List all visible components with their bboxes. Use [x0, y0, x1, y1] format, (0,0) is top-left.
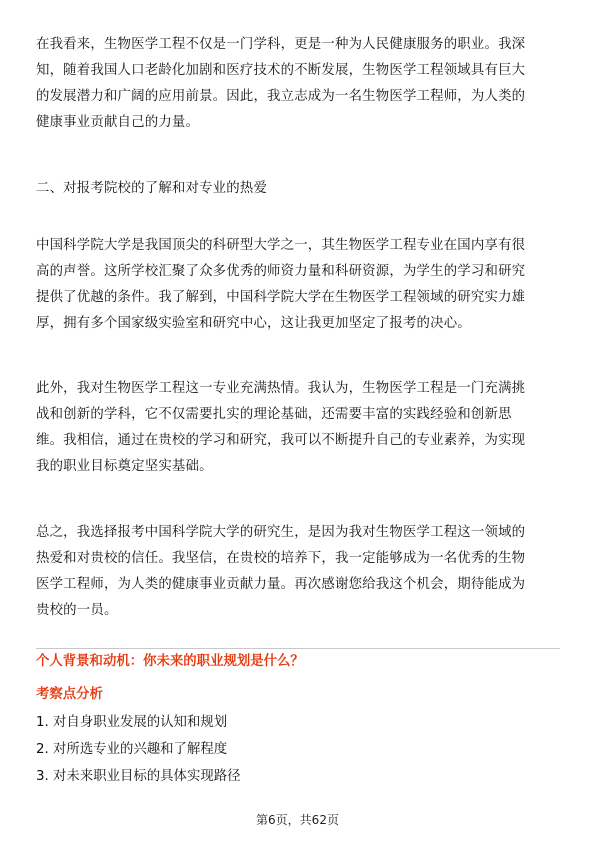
paragraph-line: 中国科学院大学是我国顶尖的科研型大学之一，其生物医学工程专业在国内享有很 [36, 238, 526, 253]
paragraph-line: 厚，拥有多个国家级实验室和研究中心，这让我更加坚定了报考的决心。 [36, 316, 471, 331]
paragraph-line: 健康事业贡献自己的力量。 [36, 115, 200, 130]
section-divider [36, 648, 560, 649]
paragraph-school-intro [36, 233, 560, 337]
paragraph-line: 此外，我对生物医学工程这一专业充满热情。我认为，生物医学工程是一门充满挑 [36, 381, 526, 396]
paragraph-line: 总之，我选择报考中国科学院大学的研究生，是因为我对生物医学工程这一领域的 [36, 525, 526, 540]
analysis-point: 2. 对所选专业的兴趣和了解程度 [36, 742, 228, 757]
paragraph-line: 医学工程师，为人类的健康事业贡献力量。再次感谢您给我这个机会，期待能成为 [36, 577, 526, 592]
page-number: 第6页，共62页 [256, 813, 339, 827]
paragraph-line: 维。我相信，通过在贵校的学习和研究，我可以不断提升自己的专业素养，为实现 [36, 433, 526, 448]
paragraph-line: 知，随着我国人口老龄化加剧和医疗技术的不断发展，生物医学工程领域具有巨大 [36, 63, 526, 78]
interview-question: 个人背景和动机：你未来的职业规划是什么？ [36, 654, 304, 669]
analysis-title: 考察点分析 [36, 687, 103, 702]
paragraph-major-passion [36, 376, 560, 480]
paragraph-line: 提供了优越的条件。我了解到，中国科学院大学在生物医学工程领域的研究实力雄 [36, 290, 526, 305]
paragraph-line: 在我看来，生物医学工程不仅是一门学科，更是一种为人民健康服务的职业。我深 [36, 37, 526, 52]
paragraph-line: 我的职业目标奠定坚实基础。 [36, 459, 213, 474]
analysis-points-list [36, 709, 241, 790]
paragraph-line: 的发展潜力和广阔的应用前景。因此，我立志成为一名生物医学工程师，为人类的 [36, 89, 526, 104]
paragraph-line: 热爱和对贵校的信任。我坚信，在贵校的培养下，我一定能够成为一名优秀的生物 [36, 551, 526, 566]
analysis-point: 1. 对自身职业发展的认知和规划 [36, 715, 228, 730]
paragraph-career-view [36, 32, 560, 136]
paragraph-line: 高的声誉。这所学校汇聚了众多优秀的师资力量和科研资源，为学生的学习和研究 [36, 264, 526, 279]
section-heading: 二、对报考院校的了解和对专业的热爱 [36, 181, 268, 196]
analysis-point: 3. 对未来职业目标的具体实现路径 [36, 769, 241, 784]
paragraph-line: 战和创新的学科，它不仅需要扎实的理论基础，还需要丰富的实践经验和创新思 [36, 407, 512, 422]
paragraph-line: 贵校的一员。 [36, 603, 118, 618]
paragraph-conclusion [36, 520, 560, 624]
